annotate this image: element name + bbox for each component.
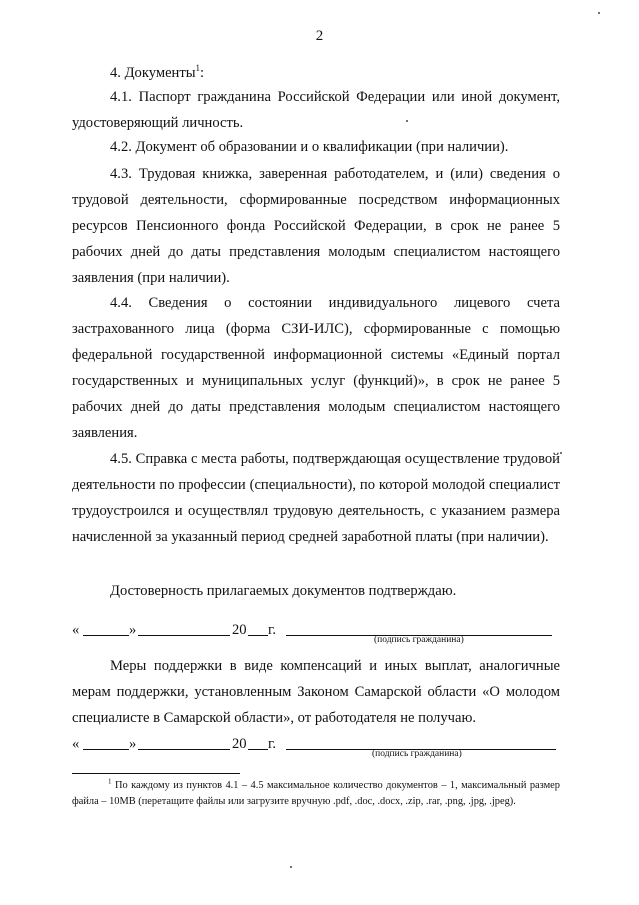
signature-line-1: [72, 617, 560, 643]
footnote: [72, 778, 560, 810]
section-title: [72, 60, 560, 86]
item-4-3: 4.3. Трудовая книжка, заверенная работодателем, и (или) сведения о трудовой деятельности, сформированные посредством информационных ресурсов Пенсионного фонда Российской Федерации, в срок не ранее 5 рабочих дней до даты представления молодым специалистом настоящего заявления (при наличии).: [72, 166, 560, 286]
confirm-text: Достоверность прилагаемых документов подтверждаю.: [110, 583, 457, 599]
year-blank: [248, 635, 268, 636]
item-4-2: 4.2. Документ об образовании и о квалификации (при наличии).: [110, 139, 509, 155]
footnote-text: По каждому из пунктов 4.1 – 4.5 максимальное количество документов – 1, максимальный размер файла – 10MB (перетащите файлы или загрузите вручную .pdf, .doc, .docx, .zip, .rar, .png, .jpg, .jpeg).: [72, 780, 560, 807]
month-blank: [138, 749, 230, 750]
date-open-quote: «: [72, 622, 80, 638]
scan-speck: [598, 12, 600, 14]
date-close-quote: »: [129, 622, 137, 638]
section-title-colon: :: [200, 65, 205, 81]
footnote-mark: 1: [108, 777, 112, 786]
year-prefix: 20: [232, 736, 247, 752]
year-suffix: г.: [268, 622, 276, 638]
date-open-quote: «: [72, 736, 80, 752]
month-blank: [138, 635, 230, 636]
year-prefix: 20: [232, 622, 247, 638]
day-blank: [83, 635, 129, 636]
item-4-1: 4.1. Паспорт гражданина Российской Федерации или иной документ, удостоверяющий личность.: [72, 89, 560, 131]
year-blank: [248, 749, 268, 750]
item-4-4: 4.4. Сведения о состоянии индивидуального лицевого счета застрахованного лица (форма СЗИ-ИЛС), сформированные с помощью федеральной государственной информационной системы «Единый портал государственных и муниципальных услуг (функций)», в срок не ранее 5 рабочих дней до даты представления молодым специалистом настоящего заявления.: [72, 295, 560, 441]
section-title-text: 4. Документы: [110, 65, 196, 81]
date-close-quote: »: [129, 736, 137, 752]
footnote-ref: 1: [195, 63, 201, 74]
footnote-rule: [72, 773, 240, 774]
year-suffix: г.: [268, 736, 276, 752]
item-4-5: 4.5. Справка с места работы, подтверждающая осуществление трудовой деятельности по профессии (специальности), по которой молодой специалист трудоустроился и осуществлял трудовую деятельность, с указанием размера начисленной за указанный период средней заработной платы (при наличии).: [72, 451, 560, 545]
support-text: Меры поддержки в виде компенсаций и иных выплат, аналогичные мерам поддержки, установленным Законом Самарской области «О молодом специалисте в Самарской области», от работодателя не получаю.: [72, 658, 560, 726]
signature-line-2: [72, 731, 560, 757]
signature-caption-1: (подпись гражданина): [374, 635, 464, 645]
scan-speck: [560, 452, 562, 454]
scan-speck: [290, 866, 292, 868]
page-number: 2: [315, 28, 324, 44]
day-blank: [83, 749, 129, 750]
signature-caption-2: (подпись гражданина): [372, 749, 462, 759]
